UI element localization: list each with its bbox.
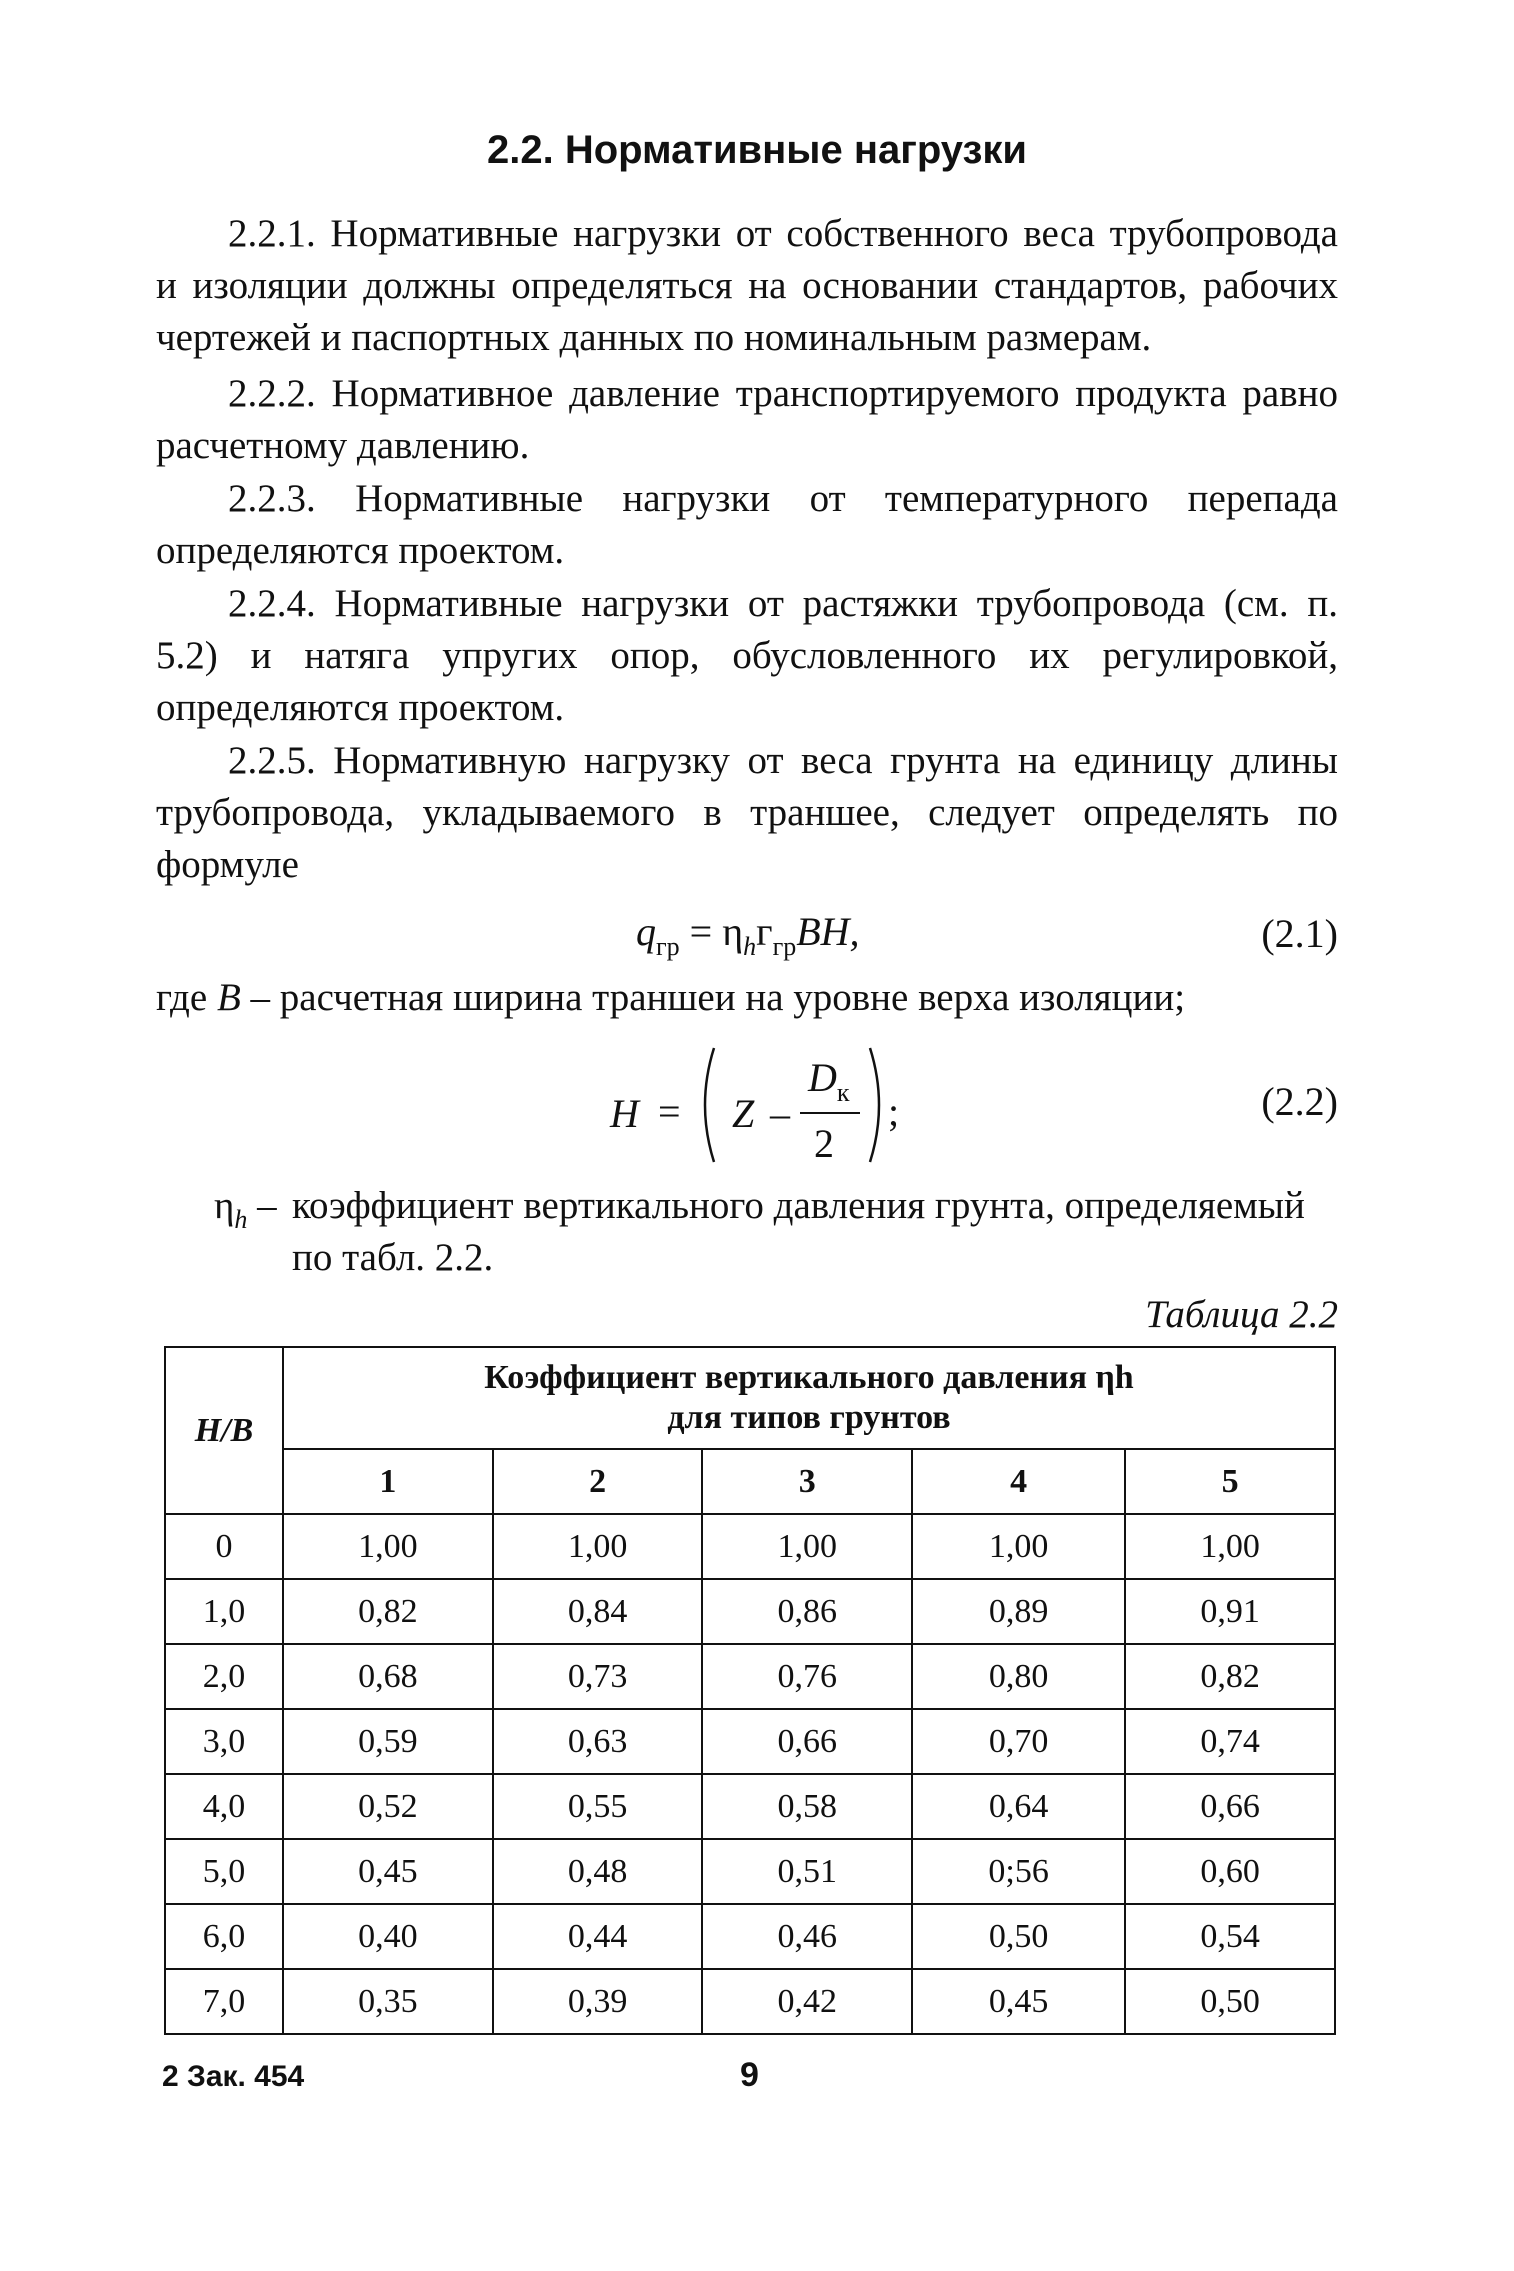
soil-type-header: 1 (283, 1449, 493, 1514)
coefficient-cell: 1,00 (493, 1514, 703, 1579)
soil-type-header: 3 (702, 1449, 912, 1514)
soil-pressure-table (164, 1346, 1336, 2035)
coefficient-cell: 0,66 (1125, 1774, 1335, 1839)
coefficient-cell: 0,66 (702, 1709, 912, 1774)
coefficient-cell: 0,58 (702, 1774, 912, 1839)
formula-gamma-subscript: гр (772, 932, 797, 961)
row-hb-cell: 4,0 (165, 1774, 283, 1839)
formula-2-1 (636, 908, 860, 961)
coefficient-cell: 0;56 (912, 1839, 1125, 1904)
row-hb-cell: 5,0 (165, 1839, 283, 1904)
formula2-minus: – (770, 1091, 790, 1136)
coefficient-cell: 0,63 (493, 1709, 703, 1774)
paragraph-2-2-1: 2.2.1. Нормативные нагрузки от собственного веса трубопровода и изоляции должны определяться на основании стандартов, рабочих чертежей и паспортных данных по номинальным размерам. (156, 212, 1338, 359)
paragraph-2-2-4: 2.2.4. Нормативные нагрузки от растяжки трубопровода (см. п. 5.2) и натяга упругих опор, обусловленного их регулировкой, определяются проектом. (156, 582, 1338, 729)
coefficient-cell: 0,68 (283, 1644, 493, 1709)
soil-type-header-row (165, 1449, 1335, 1514)
table-row (165, 1969, 1335, 2034)
coefficient-cell: 0,60 (1125, 1839, 1335, 1904)
coefficient-cell: 0,74 (1125, 1709, 1335, 1774)
coefficient-cell: 0,35 (283, 1969, 493, 2034)
coefficient-cell: 0,59 (283, 1709, 493, 1774)
formula-eta-subscript: h (743, 932, 757, 961)
row-hb-cell: 0 (165, 1514, 283, 1579)
coefficient-cell: 0,42 (702, 1969, 912, 2034)
formula2-denominator: 2 (814, 1121, 834, 1166)
formula2-equals: = (658, 1089, 681, 1134)
where-text: – расчетная ширина траншеи на уровне верха изоляции; (240, 976, 1186, 1019)
coefficient-cell: 1,00 (912, 1514, 1125, 1579)
coefficient-cell: 0,84 (493, 1579, 703, 1644)
table-row (165, 1644, 1335, 1709)
coefficient-cell: 0,80 (912, 1644, 1125, 1709)
coefficient-cell: 0,76 (702, 1644, 912, 1709)
soil-type-header: 2 (493, 1449, 703, 1514)
coefficient-cell: 0,40 (283, 1904, 493, 1969)
header-hb: H/B (165, 1347, 283, 1514)
where-clause (156, 975, 1185, 1020)
formula-gamma: г (756, 909, 773, 954)
coefficient-cell: 1,00 (702, 1514, 912, 1579)
table-row (165, 1904, 1335, 1969)
coefficient-cell: 0,54 (1125, 1904, 1335, 1969)
where-variable: B (216, 976, 241, 1019)
paragraph-2-2-2: 2.2.2. Нормативное давление транспортируемого продукта равно расчетному давлению. (156, 372, 1338, 467)
coefficient-cell: 0,45 (283, 1839, 493, 1904)
table-caption: Таблица 2.2 (1145, 1293, 1338, 1336)
table-row (165, 1774, 1335, 1839)
soil-type-header: 5 (1125, 1449, 1335, 1514)
coefficient-cell: 0,50 (1125, 1969, 1335, 2034)
equation-number-2-2: (2.2) (1261, 1079, 1338, 1124)
row-hb-cell: 3,0 (165, 1709, 283, 1774)
table-row (165, 1709, 1335, 1774)
coefficient-cell: 0,50 (912, 1904, 1125, 1969)
row-hb-cell: 1,0 (165, 1579, 283, 1644)
coefficient-cell: 0,64 (912, 1774, 1125, 1839)
eta-definition-text: коэффициент вертикального давления грунта, определяемый по табл. 2.2. (292, 1184, 1305, 1279)
table-row (165, 1839, 1335, 1904)
table-body (165, 1514, 1335, 2034)
coefficient-cell: 0,82 (1125, 1644, 1335, 1709)
coefficient-cell: 1,00 (1125, 1514, 1335, 1579)
coefficient-cell: 0,70 (912, 1709, 1125, 1774)
coefficient-cell: 1,00 (283, 1514, 493, 1579)
coefficient-cell: 0,55 (493, 1774, 703, 1839)
formula2-Z: Z (732, 1091, 755, 1136)
paragraph-2-2-3: 2.2.3. Нормативные нагрузки от температурного перепада определяются проектом. (156, 477, 1338, 572)
table-row (165, 1579, 1335, 1644)
coefficient-cell: 0,89 (912, 1579, 1125, 1644)
row-hb-cell: 7,0 (165, 1969, 283, 2034)
table-row (165, 1514, 1335, 1579)
header-group (283, 1347, 1335, 1449)
soil-type-header: 4 (912, 1449, 1125, 1514)
formula-q: q (636, 909, 656, 954)
row-hb-cell: 6,0 (165, 1904, 283, 1969)
formula2-H: H (610, 1091, 639, 1136)
formula2-parentheses (692, 1040, 892, 1170)
coefficient-cell: 0,45 (912, 1969, 1125, 2034)
formula2-semicolon: ; (888, 1089, 900, 1134)
coefficient-cell: 0,52 (283, 1774, 493, 1839)
paragraph-2-2-5: 2.2.5. Нормативную нагрузку от веса грунта на единицу длины трубопровода, укладываемого в траншее, следует определять по формуле (156, 739, 1338, 886)
formula-eta: η (722, 909, 744, 954)
coefficient-cell: 0,46 (702, 1904, 912, 1969)
formula-q-subscript: гр (656, 932, 680, 961)
coefficient-cell: 0,86 (702, 1579, 912, 1644)
row-hb-cell: 2,0 (165, 1644, 283, 1709)
page-number: 9 (740, 2056, 759, 2094)
header-group-line1: Коэффициент вертикального давления ηh (484, 1359, 1134, 1396)
formula-equals: = (679, 909, 723, 954)
footer-order-number: 2 Зак. 454 (162, 2060, 305, 2093)
coefficient-cell: 0,91 (1125, 1579, 1335, 1644)
formula-tail: BH, (796, 909, 860, 954)
header-group-line2: для типов грунтов (667, 1399, 951, 1436)
coefficient-cell: 0,82 (283, 1579, 493, 1644)
eta-symbol: $\eta_h$ – (214, 1184, 277, 1234)
formula2-numerator: $D_к$ (808, 1055, 850, 1107)
section-heading: 2.2. Нормативные нагрузки (487, 128, 1027, 172)
formula2-fraction-bar (800, 1112, 860, 1114)
formula-2-2 (610, 1040, 900, 1170)
coefficient-cell: 0,73 (493, 1644, 703, 1709)
coefficient-cell: 0,39 (493, 1969, 703, 2034)
equation-number-2-1: (2.1) (1261, 911, 1338, 956)
coefficient-cell: 0,48 (493, 1839, 703, 1904)
coefficient-cell: 0,44 (493, 1904, 703, 1969)
coefficient-cell: 0,51 (702, 1839, 912, 1904)
where-prefix: где (156, 976, 217, 1019)
